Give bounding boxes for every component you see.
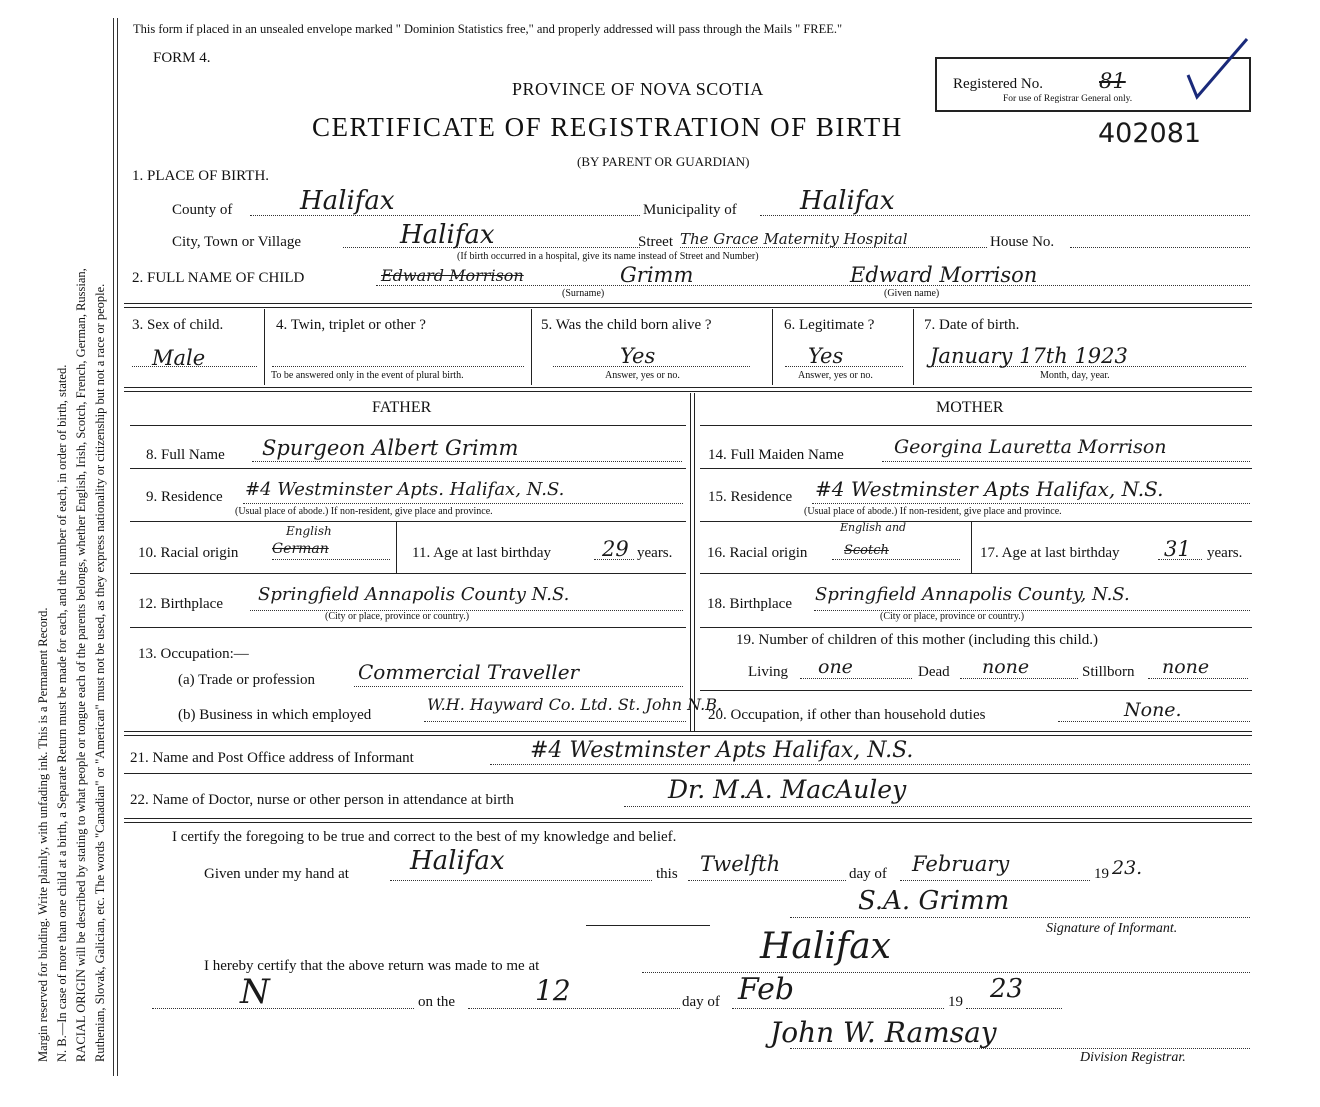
- mother-age-unit: years.: [1207, 545, 1243, 561]
- rule: [124, 731, 1252, 732]
- stillborn-label: Stillborn: [1082, 664, 1135, 680]
- twin-line: [272, 366, 524, 367]
- rule: [124, 822, 1252, 823]
- mother-race-value: English and: [840, 521, 907, 534]
- rule: [130, 573, 686, 574]
- mother-occupation-line: [1058, 721, 1250, 722]
- registrar-signature-caption: Division Registrar.: [1080, 1050, 1186, 1065]
- year-value: 23.: [1112, 857, 1143, 879]
- registrar-signature: John W. Ramsay: [770, 1016, 997, 1049]
- check-mark-icon: [1185, 35, 1255, 105]
- registered-label: Registered No.: [953, 76, 1043, 92]
- certificate-number: 402081: [1098, 118, 1202, 149]
- street-value: The Grace Maternity Hospital: [680, 230, 908, 248]
- given-name-caption: (Given name): [884, 288, 940, 299]
- attendant-value: Dr. M.A. MacAuley: [668, 775, 907, 804]
- rule: [130, 468, 686, 469]
- city-value: Halifax: [400, 220, 495, 250]
- certify-statement: I certify the foregoing to be true and correct to the best of my knowledge and belief.: [172, 829, 677, 845]
- father-birthplace-value: Springfield Annapolis County N.S.: [258, 584, 570, 605]
- reg-day-value: 12: [535, 974, 571, 1007]
- attendant-line: [624, 806, 1250, 807]
- dead-value: none: [982, 656, 1030, 678]
- mother-birthplace-label: 18. Birthplace: [707, 596, 792, 612]
- rule: [700, 468, 1252, 469]
- day-of-label: day of: [849, 866, 887, 882]
- twin-note: To be answered only in the event of plural birth.: [271, 370, 464, 381]
- children-label: 19. Number of children of this mother (including this child.): [736, 632, 1099, 648]
- given-place-line: [390, 880, 652, 881]
- mother-name-label: 14. Full Maiden Name: [708, 447, 844, 463]
- mother-residence-value: #4 Westminster Apts Halifax, N.S.: [815, 477, 1164, 501]
- day-value: Twelfth: [700, 852, 781, 876]
- margin-racial-origin-note-2: Ruthenian, Slovak, Galician, etc. The words "Canadian" or "American" must not be used, as they express nationality or citizenship but not a race or people.: [93, 283, 107, 1062]
- twin-label: 4. Twin, triplet or other ?: [276, 317, 426, 333]
- stillborn-value: none: [1162, 656, 1210, 678]
- attendant-label: 22. Name of Doctor, nurse or other person in attendance at birth: [130, 792, 514, 808]
- registrar-mark: N: [240, 972, 270, 1012]
- rule: [130, 425, 686, 426]
- place-of-birth-label: 1. PLACE OF BIRTH.: [132, 168, 270, 184]
- father-race-value: English: [286, 524, 332, 538]
- rule: [700, 521, 1252, 522]
- trade-line: [354, 686, 683, 687]
- father-residence-label: 9. Residence: [146, 489, 223, 505]
- mother-race-struck: Scotch: [844, 543, 889, 558]
- mother-birthplace-value: Springfield Annapolis County, N.S.: [815, 584, 1130, 605]
- father-age-value: 29: [602, 537, 629, 561]
- form-number: FORM 4.: [153, 50, 211, 66]
- alive-note: Answer, yes or no.: [605, 370, 680, 381]
- father-name-value: Spurgeon Albert Grimm: [262, 436, 519, 460]
- rule: [130, 521, 686, 522]
- house-number-label: House No.: [990, 234, 1055, 250]
- street-label: Street: [638, 234, 673, 250]
- father-residence-value: #4 Westminster Apts. Halifax, N.S.: [245, 479, 565, 500]
- dob-value: January 17th 1923: [930, 344, 1128, 368]
- dob-note: Month, day, year.: [1040, 370, 1110, 381]
- child-surname: Grimm: [620, 263, 694, 287]
- rule: [586, 925, 710, 926]
- month-value: February: [912, 852, 1010, 876]
- rule: [700, 690, 1252, 691]
- margin-multiple-births-note: N. B.—In case of more than one child at a birth, a Separate Return must be made for each, and the number of each, in order of birth, stated.: [55, 364, 69, 1062]
- rule: [124, 818, 1252, 819]
- mother-residence-line: [812, 503, 1250, 504]
- living-label: Living: [748, 664, 788, 680]
- child-name-struck: Edward Morrison: [381, 266, 524, 285]
- business-label: (b) Business in which employed: [178, 707, 372, 723]
- dob-label: 7. Date of birth.: [924, 317, 1020, 333]
- given-place-value: Halifax: [410, 846, 505, 876]
- informant-address-label: 21. Name and Post Office address of Informant: [130, 750, 414, 766]
- divider: [531, 309, 532, 385]
- business-line: [424, 721, 686, 722]
- mother-heading: MOTHER: [936, 399, 1004, 416]
- informant-signature-line: [790, 917, 1250, 918]
- divider: [772, 309, 773, 385]
- dead-label: Dead: [918, 664, 950, 680]
- dead-line: [960, 678, 1078, 679]
- alive-value: Yes: [620, 344, 656, 368]
- registrar-place-line: [642, 972, 1250, 973]
- reg-month-line: [732, 1008, 944, 1009]
- divider: [694, 393, 695, 731]
- stillborn-line: [1148, 678, 1248, 679]
- registrar-statement: I hereby certify that the above return was made to me at: [204, 958, 540, 974]
- rule: [130, 627, 686, 628]
- mother-race-line: [832, 559, 960, 560]
- legitimate-note: Answer, yes or no.: [798, 370, 873, 381]
- mother-occupation-value: None.: [1124, 699, 1182, 721]
- reg-year-line: [966, 1008, 1062, 1009]
- certificate-title: CERTIFICATE OF REGISTRATION OF BIRTH: [312, 112, 903, 142]
- mother-age-label: 17. Age at last birthday: [980, 545, 1120, 561]
- informant-signature-caption: Signature of Informant.: [1046, 921, 1178, 936]
- rule: [700, 573, 1252, 574]
- father-age-unit: years.: [637, 545, 673, 561]
- registrar-mark-line: [152, 1008, 414, 1009]
- father-residence-line: [243, 503, 683, 504]
- day-line: [688, 880, 846, 881]
- father-birthplace-note: (City or place, province or country.): [325, 611, 470, 622]
- on-the-label: on the: [418, 994, 456, 1010]
- city-label: City, Town or Village: [172, 234, 302, 250]
- divider: [264, 309, 265, 385]
- registrar-use-note: For use of Registrar General only.: [1003, 94, 1133, 104]
- sex-value: Male: [152, 346, 206, 370]
- father-age-label: 11. Age at last birthday: [412, 545, 551, 561]
- living-line: [800, 678, 912, 679]
- reg-month-value: Feb: [738, 972, 795, 1007]
- divider: [690, 393, 691, 731]
- father-name-label: 8. Full Name: [146, 447, 225, 463]
- child-name-label: 2. FULL NAME OF CHILD: [132, 270, 305, 286]
- divider: [913, 309, 914, 385]
- this-label: this: [656, 866, 678, 882]
- alive-label: 5. Was the child born alive ?: [541, 317, 712, 333]
- child-given-name: Edward Morrison: [850, 263, 1038, 287]
- rule: [124, 391, 1252, 392]
- divider: [971, 521, 972, 573]
- county-label: County of: [172, 202, 233, 218]
- municipality-label: Municipality of: [643, 202, 737, 218]
- business-value: W.H. Hayward Co. Ltd. St. John N.B.: [427, 695, 723, 714]
- certificate-subtitle: (BY PARENT OR GUARDIAN): [577, 154, 750, 169]
- father-race-label: 10. Racial origin: [138, 545, 239, 561]
- informant-address-line: [490, 764, 1250, 765]
- year-prefix: 19: [1094, 866, 1109, 882]
- mother-birthplace-note: (City or place, province or country.): [880, 611, 1025, 622]
- surname-caption: (Surname): [562, 288, 605, 299]
- hospital-note: (If birth occurred in a hospital, give its name instead of Street and Number): [457, 251, 759, 262]
- rule: [124, 773, 1252, 774]
- margin-rule: [113, 18, 114, 1076]
- father-heading: FATHER: [372, 399, 432, 416]
- trade-label: (a) Trade or profession: [178, 672, 316, 688]
- margin-rule-inner: [117, 18, 118, 1076]
- rule: [124, 307, 1252, 308]
- legitimate-line: [785, 366, 903, 367]
- county-value: Halifax: [300, 186, 395, 216]
- mother-race-label: 16. Racial origin: [707, 545, 808, 561]
- father-race-struck: German: [272, 541, 329, 557]
- rule: [124, 735, 1252, 736]
- mother-name-value: Georgina Lauretta Morrison: [894, 436, 1167, 458]
- father-birthplace-label: 12. Birthplace: [138, 596, 223, 612]
- father-race-line: [272, 559, 390, 560]
- reg-day-of-label: day of: [682, 994, 720, 1010]
- child-name-line: [376, 285, 1250, 286]
- month-line: [900, 880, 1090, 881]
- rule: [124, 387, 1252, 388]
- sex-label: 3. Sex of child.: [132, 317, 224, 333]
- living-value: one: [818, 656, 853, 678]
- rule: [700, 627, 1252, 628]
- mother-residence-label: 15. Residence: [708, 489, 793, 505]
- divider: [396, 521, 397, 573]
- reg-day-line: [468, 1008, 680, 1009]
- mail-notice: This form if placed in an unsealed envelope marked " Dominion Statistics free," and properly addressed will pass through the Mails " FREE.": [133, 22, 843, 36]
- registered-number: 81: [1099, 69, 1126, 93]
- house-number-line: [1070, 247, 1250, 248]
- province-heading: PROVINCE OF NOVA SCOTIA: [512, 79, 764, 99]
- margin-binding-note: Margin reserved for binding. Write plainly, with unfading ink. This is a Permanent Record.: [36, 607, 50, 1062]
- rule: [124, 303, 1252, 304]
- mother-residence-note: (Usual place of abode.) If non-resident, give place and province.: [804, 506, 1062, 517]
- mother-occupation-label: 20. Occupation, if other than household duties: [708, 707, 986, 723]
- father-name-line: [252, 461, 682, 462]
- occupation-label: 13. Occupation:—: [138, 646, 249, 662]
- legitimate-value: Yes: [808, 344, 844, 368]
- registrar-place-value: Halifax: [760, 926, 891, 967]
- given-under-hand-label: Given under my hand at: [204, 866, 349, 882]
- informant-signature: S.A. Grimm: [858, 886, 1010, 916]
- rule: [700, 425, 1252, 426]
- informant-address-value: #4 Westminster Apts Halifax, N.S.: [530, 738, 914, 763]
- reg-year-prefix: 19: [948, 994, 963, 1010]
- municipality-value: Halifax: [800, 186, 895, 216]
- margin-racial-origin-note: RACIAL ORIGIN will be described by stating to what people or tongue each of the parents belongs, whether English, Irish, Scotch, French, German, Russian,: [74, 268, 88, 1062]
- legitimate-label: 6. Legitimate ?: [784, 317, 875, 333]
- father-residence-note: (Usual place of abode.) If non-resident, give place and province.: [235, 506, 493, 517]
- trade-value: Commercial Traveller: [358, 660, 580, 684]
- reg-year-value: 23: [990, 974, 1024, 1004]
- mother-name-line: [882, 461, 1250, 462]
- mother-age-value: 31: [1164, 537, 1191, 561]
